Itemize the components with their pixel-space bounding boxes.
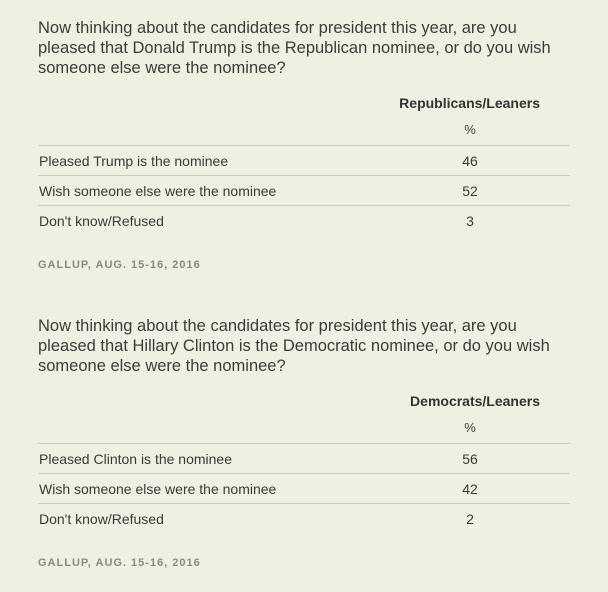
row-value: 2 [466,510,474,527]
row-label: Don't know/Refused [39,510,164,527]
table-row [38,444,570,474]
table-row [38,146,570,176]
unit-label: % [464,122,476,137]
row-value: 56 [462,450,478,467]
row-value: 42 [462,480,478,497]
row-label: Pleased Trump is the nominee [39,152,229,169]
column-header: Democrats/Leaners [410,393,540,409]
question-text: Now thinking about the candidates for president this year, are you pleased that Hillary Clinton is the Democratic nominee, or do you wish someone else were the nominee? [38,317,550,375]
table-row [38,206,570,235]
row-label: Wish someone else were the nominee [39,182,277,199]
row-value: 46 [462,152,478,169]
source-credit: GALLUP, AUG. 15-16, 2016 [38,259,201,271]
row-label: Wish someone else were the nominee [39,480,277,497]
row-label: Pleased Clinton is the nominee [39,450,233,467]
table-row [38,176,570,206]
column-header: Republicans/Leaners [399,95,540,111]
unit-row [38,121,570,146]
row-value: 3 [466,212,474,229]
table-row [38,504,570,533]
unit-label: % [464,420,476,435]
poll-table-democrats [38,316,570,569]
question-text: Now thinking about the candidates for president this year, are you pleased that Donald Trump is the Republican nominee, or do you wish someone else were the nominee? [38,19,551,77]
row-value: 52 [462,182,478,199]
poll-table-republicans [38,18,570,271]
table-row [38,474,570,504]
unit-row [38,419,570,444]
source-credit: GALLUP, AUG. 15-16, 2016 [38,557,201,569]
row-label: Don't know/Refused [39,212,164,229]
